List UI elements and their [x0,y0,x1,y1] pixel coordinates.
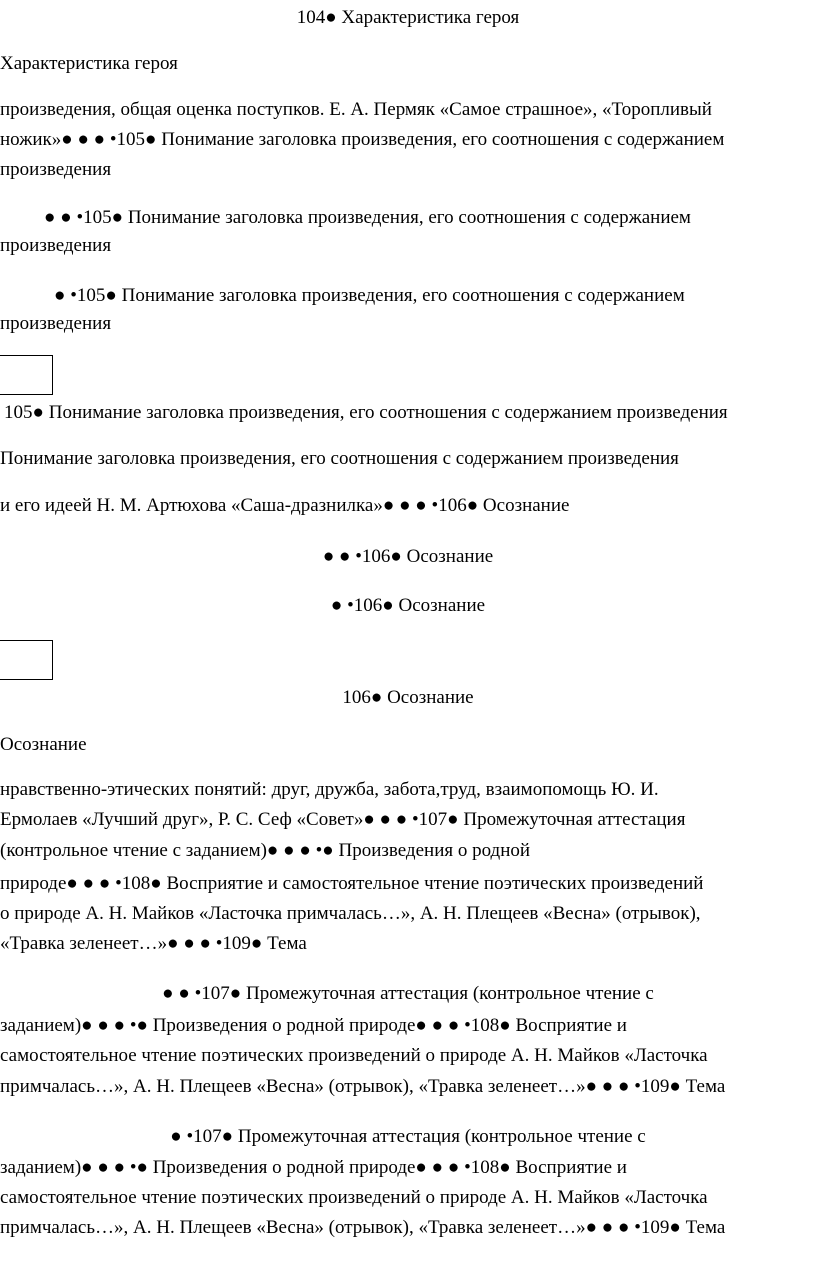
text-line: произведения [0,313,112,334]
text-line: нравственно-этических понятий: друг, дружба, забота,труд, взаимопомощь Ю. И. [0,779,659,800]
text-line: Характеристика героя [0,53,178,74]
text-line: природе● ● ● •108● Восприятие и самостоятельное чтение поэтических произведений [0,873,704,894]
text-line: Понимание заголовка произведения, его соотношения с содержанием произведения [0,448,679,469]
text-line: самостоятельное чтение поэтических произведений о природе А. Н. Майков «Ласточка [0,1187,708,1208]
heading-104: 104● Характеристика героя [296,7,520,28]
text-line: примчалась…», А. Н. Плещеев «Весна» (отрывок), «Травка зеленеет…»● ● ● •109● Тема [0,1076,726,1097]
text-line: 106● Осознание [342,687,474,708]
text-line: ● •105● Понимание заголовка произведения, его соотношения с содержанием [54,285,685,306]
text-line: Осознание [0,734,87,755]
text-line: «Травка зеленеет…»● ● ● •109● Тема [0,933,307,954]
text-line: заданием)● ● ● •● Произведения о родной природе● ● ● •108● Восприятие и [0,1157,627,1178]
text-line: и его идеей Н. М. Артюхова «Саша-дразнилка»● ● ● •106● Осознание [0,495,570,516]
text-line: самостоятельное чтение поэтических произведений о природе А. Н. Майков «Ласточка [0,1045,708,1066]
text-line: произведения [0,235,112,256]
empty-box [0,355,53,395]
text-line: 105● Понимание заголовка произведения, его соотношения с содержанием произведения [4,402,728,423]
text-line: (контрольное чтение с заданием)● ● ● •● Произведения о родной [0,840,531,861]
text-line: ● ● •105● Понимание заголовка произведения, его соотношения с содержанием [44,207,691,228]
text-line: ножик»● ● ● •105● Понимание заголовка произведения, его соотношения с содержанием [0,129,725,150]
text-line: ● •107● Промежуточная аттестация (контрольное чтение с [170,1126,646,1147]
text-line: заданием)● ● ● •● Произведения о родной природе● ● ● •108● Восприятие и [0,1015,627,1036]
text-line: произведения, общая оценка поступков. Е. А. Пермяк «Самое страшное», «Торопливый [0,99,712,120]
empty-box [0,640,53,680]
text-line: произведения [0,159,112,180]
text-line: ● ● •107● Промежуточная аттестация (контрольное чтение с [162,983,654,1004]
text-line: о природе А. Н. Майков «Ласточка примчалась…», А. Н. Плещеев «Весна» (отрывок), [0,903,701,924]
text-line: ● ● •106● Осознание [322,546,494,567]
text-line: ● •106● Осознание [330,595,486,616]
text-line: примчалась…», А. Н. Плещеев «Весна» (отрывок), «Травка зеленеет…»● ● ● •109● Тема [0,1217,726,1238]
text-line: Ермолаев «Лучший друг», Р. С. Сеф «Совет»● ● ● •107● Промежуточная аттестация [0,809,686,830]
